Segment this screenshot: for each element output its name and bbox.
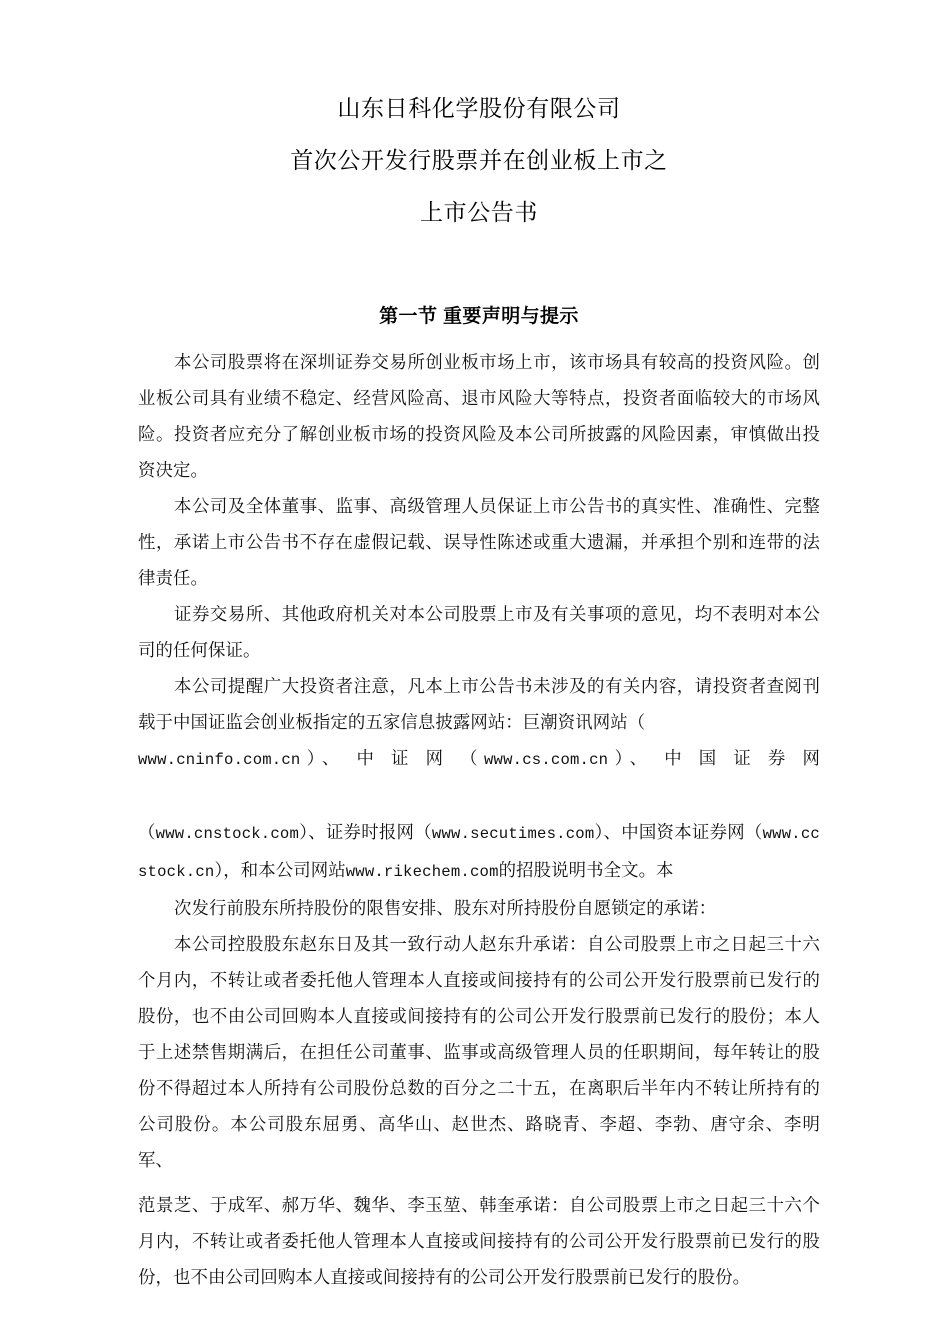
paren-close-ccstock: ）	[214, 860, 224, 880]
url-cs: www.cs.com.cn	[483, 751, 609, 769]
url-secutimes: www.secutimes.com	[431, 825, 595, 843]
websites-mid-b: ）、 中 国 证 券 网	[608, 748, 820, 768]
paragraph-directors-guarantee: 本公司及全体董事、监事、高级管理人员保证上市公告书的真实性、准确性、完整性，承诺上市公告书不存在虚假记载、误导性陈述或重大遗漏，并承担个别和连带的法律责任。	[138, 496, 820, 588]
websites-lead-text: 本公司提醒广大投资者注意，凡本上市公告书未涉及的有关内容，请投资者查阅刊载于中国证监会创业板指定的五家信息披露网站：巨潮资讯网站（	[138, 676, 820, 732]
websites-mid-d: 、中国资本证券网	[603, 822, 745, 842]
document-title-block	[138, 82, 820, 238]
url-rikechem: www.rikechem.com	[345, 863, 499, 881]
websites-mid-c: 、证券时报网	[308, 822, 415, 842]
document-body	[138, 344, 820, 1295]
title-line-offering: 首次公开发行股票并在创业板上市之	[290, 147, 668, 173]
title-line-announcement: 上市公告书	[420, 199, 538, 225]
paragraph-disclosure-websites	[138, 668, 820, 890]
paragraph-other-shareholders-commitment: 范景芝、于成军、郝万华、魏华、李玉堃、韩奎承诺：自公司股票上市之日起三十六个月内，不转让或者委托他人管理本人直接或间接持有的公司公开发行股票前已发行的股份，也不由公司回购本人直接或间接持有的公司公开发行股票前已发行的股份。	[138, 1195, 820, 1287]
url-ccstock: www.ccstock.cn	[138, 825, 820, 881]
paren-open-secutimes: （	[414, 822, 432, 842]
websites-mid-a: ）、 中 证 网 （	[300, 748, 484, 768]
paragraph-controlling-shareholder-commitment: 本公司控股股东赵东日及其一致行动人赵东升承诺：自公司股票上市之日起三十六个月内，不转让或者委托他人管理本人直接或间接持有的公司公开发行股票前已发行的股份，也不由公司回购本人直接或间接持有的公司公开发行股票前已发行的股份；本人于上述禁售期满后，在担任公司董事、监事或高级管理人员的任职期间，每年转让的股份不得超过本人所持有公司股份总数的百分之二十五，在离职后半年内不转让所持有的公司股份。本公司股东屈勇、高华山、赵世杰、路晓青、李超、李勃、唐守余、李明军、	[138, 934, 820, 1170]
paren-open-ccstock: （	[744, 822, 763, 842]
paren-close-cnstock: ）	[299, 822, 309, 842]
paragraph-lockup-intro: 次发行前股东所持股份的限售安排、股东对所持股份自愿锁定的承诺：	[174, 898, 717, 918]
websites-mid-e: ，和本公司网站	[223, 860, 346, 880]
url-cnstock: www.cnstock.com	[155, 825, 300, 843]
title-line-company: 山东日科化学股份有限公司	[337, 95, 621, 121]
url-cninfo: www.cninfo.com.cn	[138, 751, 301, 769]
section-heading-important-statement: 第一节 重要声明与提示	[379, 306, 579, 327]
paragraph-exchange-opinion: 证券交易所、其他政府机关对本公司股票上市及有关事项的意见，均不表明对本公司的任何保证。	[138, 604, 820, 660]
websites-justified-line	[138, 740, 820, 814]
paren-open-cnstock: （	[138, 822, 156, 842]
websites-tail: 的招股说明书全文。本	[498, 860, 674, 880]
paren-close-secutimes: ）	[594, 822, 604, 842]
paragraph-market-risk: 本公司股票将在深圳证券交易所创业板市场上市，该市场具有较高的投资风险。创业板公司具有业绩不稳定、经营风险高、退市风险大等特点，投资者面临较大的市场风险。投资者应充分了解创业板市场的投资风险及本公司所披露的风险因素，审慎做出投资决定。	[138, 352, 820, 480]
